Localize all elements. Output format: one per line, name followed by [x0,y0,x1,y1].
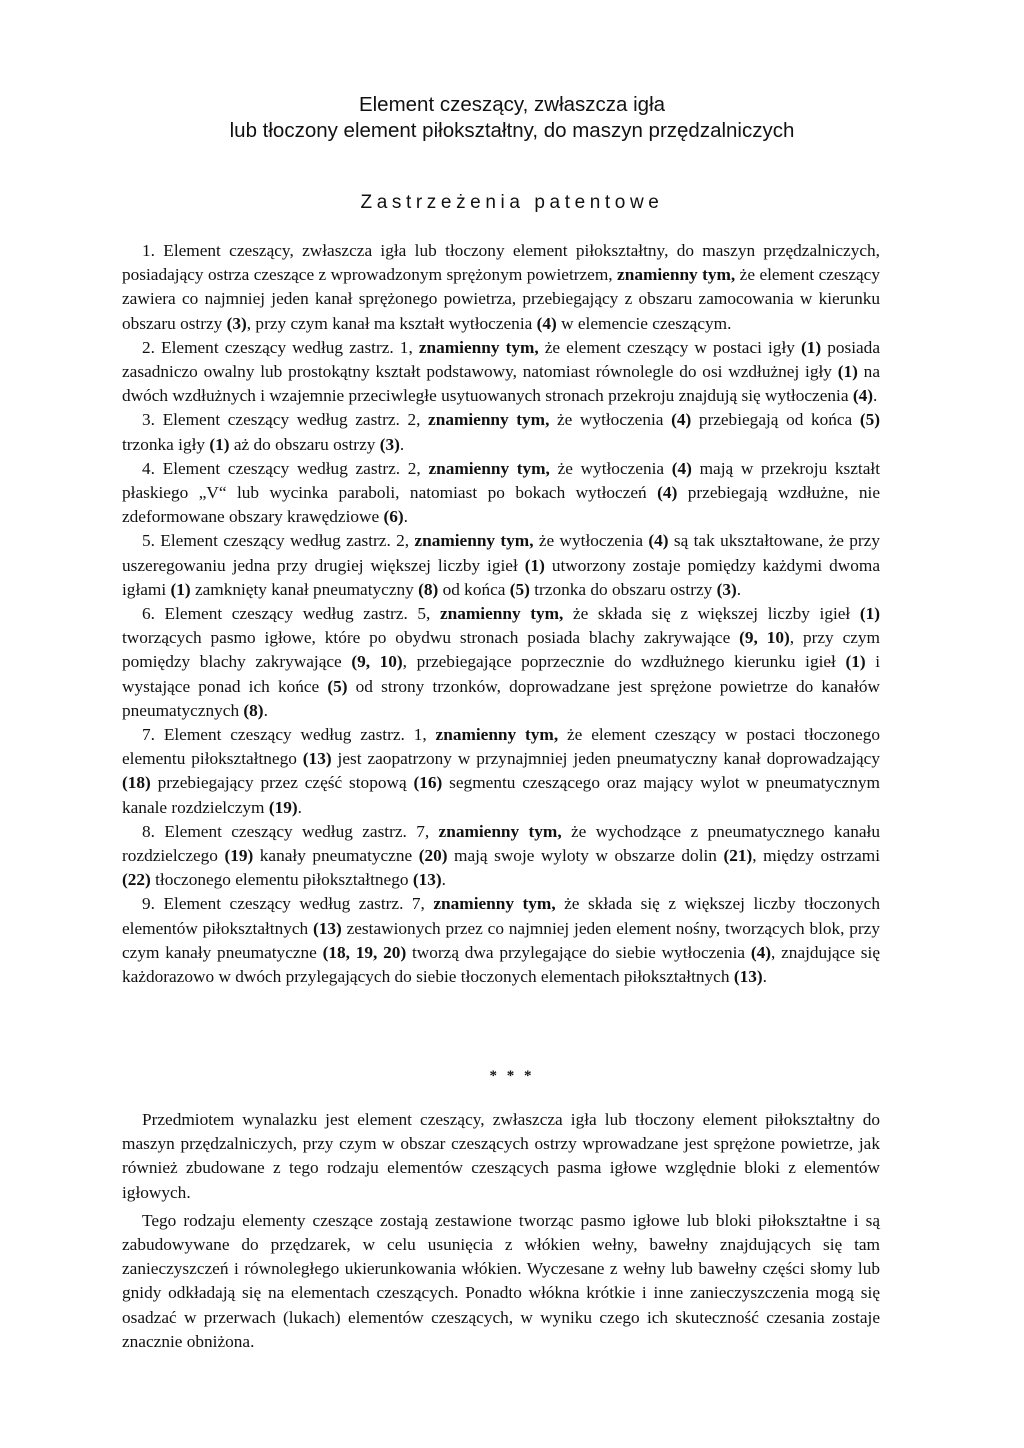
claim-text: że element czeszący zawiera co najmniej jeden kanał sprężonego powietrza, przebiegający z obszaru zamocowania w kierunku obszaru ostrzy [122,265,880,333]
claim-text: od strony trzonków, doprowadzane jest sprężone powietrze do kanałów pneumatycznych [122,676,880,720]
claim-emphasis: (8) [418,579,439,599]
claim-emphasis: (20) [418,846,448,866]
claim-text: przebiegający przez część stopową [150,773,414,793]
claim-2 [122,336,880,409]
claim-emphasis: (13) [412,870,442,890]
claim-emphasis: (19) [268,797,298,817]
claim-emphasis: znamienny tym, [433,894,556,914]
claim-6 [122,602,880,723]
claim-text: 2. Element czeszący według zastrz. 1, [142,337,419,357]
claim-text: , między ostrzami [752,846,880,866]
claim-text: , znajdujące się każdorazowo w dwóch przylegających do siebie tłoczonych elementach piłokształtnych [122,942,880,987]
claim-emphasis: (8) [243,700,264,720]
claim-emphasis: (4) [750,942,772,962]
claim-emphasis: (1) [524,555,545,575]
claim-emphasis: (4) [671,458,692,478]
claim-text: . [403,507,408,527]
claim-text: jest zaopatrzony w przynajmniej jeden pneumatyczny kanał doprowadzający [331,749,880,769]
claim-emphasis: (1) [170,579,191,599]
claim-emphasis: (9, 10) [351,652,403,672]
claim-emphasis: (21) [723,846,753,866]
claim-text: tworzą dwa przylegające do siebie wytłoczenia [406,942,751,962]
claims-list [122,239,880,989]
claim-text: tłoczonego elementu piłokształtnego [150,870,413,890]
claim-text: utworzony zostaje pomiędzy każdymi dwoma igłami [122,555,880,599]
claim-emphasis: (1) [845,652,866,672]
claim-emphasis: (5) [859,410,880,430]
claim-emphasis: (1) [837,362,858,382]
claim-emphasis: (4) [657,483,678,503]
claim-emphasis: (4) [852,386,873,406]
claim-emphasis: (3) [226,313,247,333]
claim-emphasis: znamienny tym, [435,725,559,745]
claim-text: zestawionych przez co najmniej jeden element nośny, tworzących blok, przy czym kanały pneumatyczne [122,918,880,962]
claim-text: przebiegają wzdłużne, nie zdeformowane obszary krawędziowe [122,483,880,527]
claim-8 [122,820,880,893]
claim-emphasis: (4) [671,410,692,430]
claim-text: 6. Element czeszący według zastrz. 5, [142,604,440,624]
claim-3 [122,408,880,456]
claim-text: . [263,700,268,720]
claim-emphasis: (18) [122,773,151,793]
claim-emphasis: (19) [224,846,254,866]
claim-text: 8. Element czeszący według zastrz. 7, [142,821,439,841]
claim-text: zamknięty kanał pneumatyczny [190,579,419,599]
claim-emphasis: (5) [327,676,348,696]
claim-emphasis: (13) [313,918,342,938]
claim-text: 4. Element czeszący według zastrz. 2, [142,458,429,478]
claim-emphasis: znamienny tym, [439,604,564,624]
claim-emphasis: (13) [733,967,763,987]
claim-emphasis: (1) [209,434,230,454]
claim-emphasis: (6) [383,507,404,527]
claim-emphasis: znamienny tym, [617,265,736,285]
description-paragraph: Przedmiotem wynalazku jest element czeszący, zwłaszcza igła lub tłoczony element piłokształtny do maszyn przędzalniczych, przy czym w obszar czeszących ostrzy wprowadzane jest sprężone powietrze, jak również zbudowane z tego rodzaju elementów czeszących pasma igłowe względnie bloki z elementów igłowych. [122,1110,880,1202]
document-title-line-1: Element czeszący, zwłaszcza igła [358,93,666,116]
claim-text: mają w przekroju kształt płaskiego „V“ lub wycinka paraboli, natomiast po bokach wytłoczeń [122,458,880,503]
claim-text: w elemencie czeszącym. [556,313,732,333]
claim-text: że wychodzące z pneumatycznego kanału rozdzielczego [122,821,880,866]
claim-text: i wystające ponad ich końce [122,652,880,696]
claim-text: . [736,579,742,599]
claim-emphasis: (5) [509,579,530,599]
claim-text: przebiegają od końca [691,410,860,430]
claim-7 [122,723,880,820]
claim-text: kanały pneumatyczne [253,846,419,866]
claim-emphasis: (16) [413,773,443,793]
claim-text: są tak ukształtowane, że przy uszeregowaniu jedna przy drugiej większej liczby igieł [122,531,880,575]
section-heading: Zastrzeżenia patentowe [360,192,664,213]
claim-text: 5. Element czeszący według zastrz. 2, [142,531,415,551]
claim-text: mają swoje wyloty w obszarze dolin [447,846,724,866]
claim-emphasis: (4) [536,313,557,333]
claim-text: że składa się z większej liczby igieł [563,604,860,624]
document-title-line-2: lub tłoczony element piłokształtny, do maszyn przędzalniczych [229,119,795,142]
claim-text: że element czeszący w postaci tłoczonego elementu piłokształtnego [122,725,880,769]
claim-text: trzonka do obszaru ostrzy [529,579,717,599]
claim-emphasis: (13) [302,749,332,769]
claim-text: . [872,386,878,406]
claim-emphasis: (18, 19, 20) [322,942,407,962]
claim-emphasis: (4) [648,531,669,551]
claim-text: . [297,797,302,817]
claim-9 [122,892,880,989]
claim-emphasis: (22) [122,870,151,890]
claim-5 [122,529,880,602]
section-separator: * * * [489,1068,535,1084]
description-body [122,1108,880,1354]
description-paragraph: Tego rodzaju elementy czeszące zostają zestawione tworząc pasmo igłowe lub bloki piłokształtne i są zabudowywane do przędzarek, w celu usunięcia z włókien wełny, bawełny znajdujących się tam zanieczyszczeń i równoległego ukierunkowania włókien. Wyczesane z wełny lub bawełny części słomy lub gnidy odkładają się na elementach czeszących. Ponadto włókna krótkie i inne zanieczyszczenia mogą się osadzać w przerwach (lukach) elementów czeszących, w wyniku czego ich skuteczność czesania zostaje znacznie obniżona. [122,1210,880,1351]
claim-text: 9. Element czeszący według zastrz. 7, [142,894,434,914]
claim-text: 7. Element czeszący według zastrz. 1, [142,725,436,745]
claim-text: , przebiegające poprzecznie do wzdłużnego kierunku igieł [402,652,846,672]
claim-emphasis: znamienny tym, [418,337,539,357]
claim-text: 3. Element czeszący według zastrz. 2, [142,410,429,430]
claim-text: że wytłoczenia [549,410,672,430]
claim-emphasis: (1) [859,604,880,624]
claim-text: trzonka igły [122,434,210,454]
claim-text: na dwóch wzdłużnych i wzajemnie przeciwległe usytuowanych stronach przekroju znajdują się wytłoczenia [122,362,880,406]
claim-text: że składa się z większej liczby tłoczonych elementów piłokształtnych [122,894,880,938]
claim-text: , przy czym kanał ma kształt wytłoczenia [246,313,537,333]
claim-text: aż do obszaru ostrzy [229,434,380,454]
claim-text: 1. Element czeszący, zwłaszcza igła lub tłoczony element piłokształtny, do maszyn przędzalniczych, posiadający ostrza czeszące z wprowadzonym sprężonym powietrzem, [122,241,880,285]
claim-text: posiada zasadniczo owalny lub prostokątny kształt podstawowy, natomiast równolegle do osi wzdłużnej igły [122,337,880,382]
claim-text: . [399,434,405,454]
claim-text: od końca [438,579,510,599]
claim-text: . [762,967,767,987]
claim-4 [122,457,880,530]
claim-emphasis: (3) [716,579,737,599]
claim-text: że element czeszący w postaci igły [538,337,801,357]
claim-text: że wytłoczenia [533,531,649,551]
claim-text: . [441,870,446,890]
claim-emphasis: (1) [800,337,822,357]
claim-emphasis: znamienny tym, [428,410,550,430]
claim-text: segmentu czeszącego oraz mający wylot w pneumatycznym kanale rozdzielczym [122,773,880,817]
claim-text: , przy czym pomiędzy blachy zakrywające [122,628,880,672]
claim-emphasis: (3) [379,434,400,454]
claim-emphasis: znamienny tym, [428,458,550,478]
claim-text: że wytłoczenia [549,458,672,478]
claim-emphasis: znamienny tym, [414,531,534,551]
claim-1 [122,239,880,336]
claim-emphasis: znamienny tym, [438,821,562,841]
claim-text: tworzących pasmo igłowe, które po obydwu stronach posiada blachy zakrywające [122,628,740,648]
claim-emphasis: (9, 10) [739,628,790,648]
